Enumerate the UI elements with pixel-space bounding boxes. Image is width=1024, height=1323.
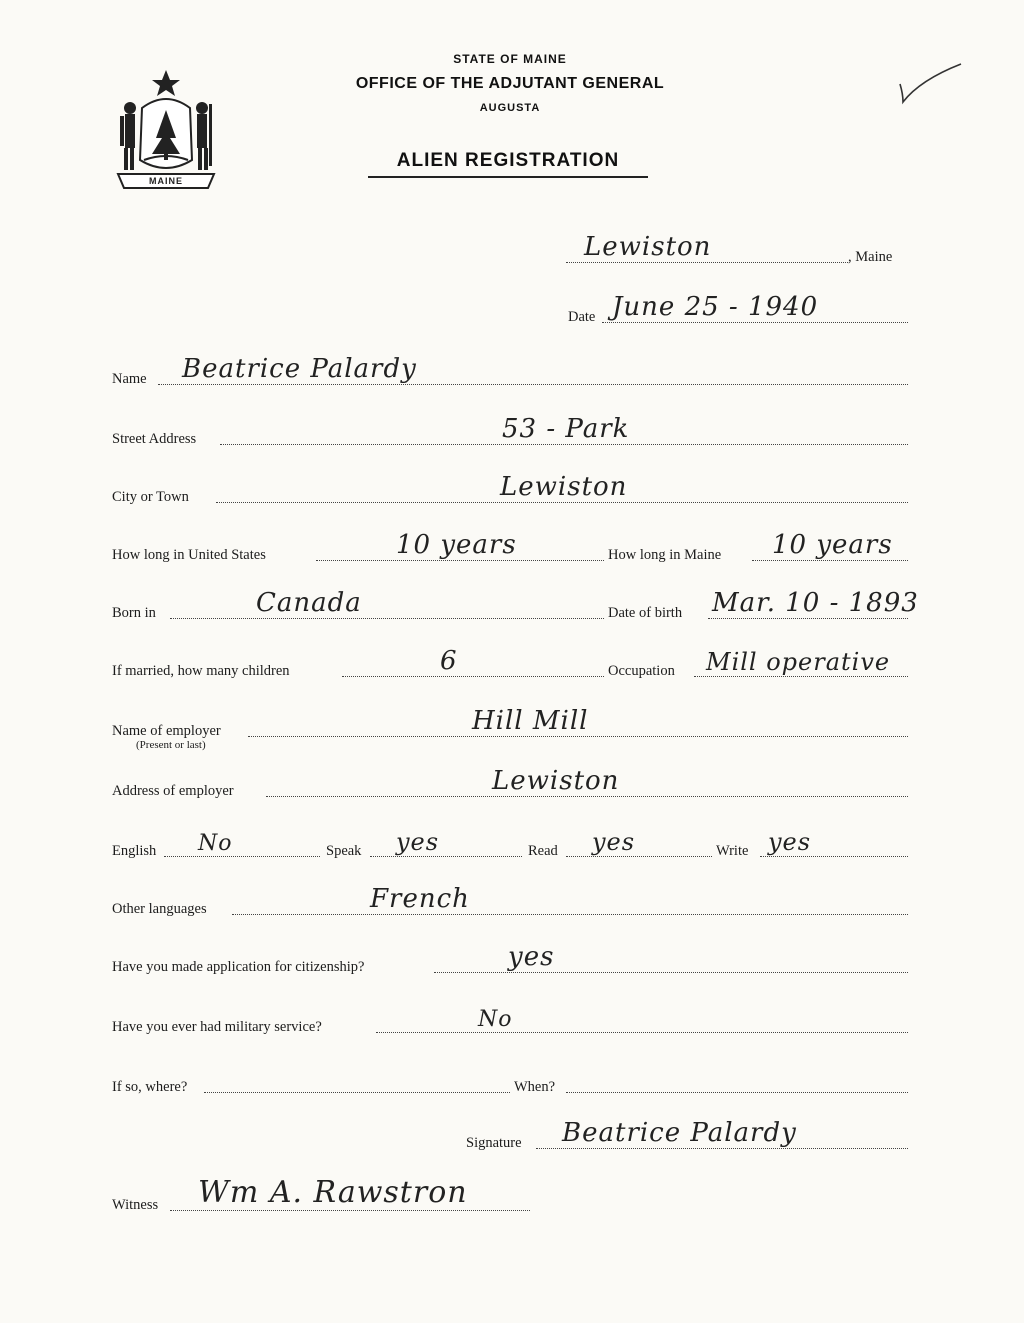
witness-value: Wm A. Rawstron <box>198 1175 468 1210</box>
english-value: No <box>198 831 233 856</box>
english-label: English <box>112 843 157 859</box>
how-long-maine-line[interactable] <box>752 560 908 561</box>
date-of-birth-label: Date of birth <box>608 605 683 621</box>
born-in-label: Born in <box>112 605 156 621</box>
state-seal-icon <box>112 68 220 192</box>
how-long-us-label: How long in United States <box>112 547 266 563</box>
other-languages-label: Other languages <box>112 901 207 917</box>
date-line[interactable] <box>602 322 908 323</box>
location-line[interactable] <box>566 262 848 263</box>
date-label: Date <box>568 309 596 325</box>
form-title: ALIEN REGISTRATION <box>396 150 620 171</box>
date-of-birth-value: Mar. 10 - 1893 <box>712 588 919 618</box>
street-address-line[interactable] <box>220 444 908 445</box>
other-languages-value: French <box>370 884 470 914</box>
speak-value: yes <box>396 828 440 856</box>
state-heading: STATE OF MAINE <box>453 52 567 66</box>
speak-line[interactable] <box>370 856 522 857</box>
employer-label: Name of employer <box>112 723 221 739</box>
read-value: yes <box>592 828 636 856</box>
where-label: If so, where? <box>112 1079 188 1095</box>
read-label: Read <box>528 843 558 859</box>
title-underline <box>368 176 648 178</box>
check-mark-icon <box>895 62 965 107</box>
write-label: Write <box>716 843 749 859</box>
where-line[interactable] <box>204 1092 510 1093</box>
city-value: Lewiston <box>500 472 628 502</box>
occupation-line[interactable] <box>694 676 908 677</box>
employer-address-label: Address of employer <box>112 783 234 799</box>
read-line[interactable] <box>566 856 712 857</box>
street-address-label: Street Address <box>112 431 197 447</box>
children-line[interactable] <box>342 676 604 677</box>
city-label: City or Town <box>112 489 189 505</box>
speak-label: Speak <box>326 843 362 859</box>
street-address-value: 53 - Park <box>502 414 630 444</box>
english-line[interactable] <box>164 856 320 857</box>
name-value: Beatrice Palardy <box>182 354 417 384</box>
occupation-label: Occupation <box>608 663 675 679</box>
military-label: Have you ever had military service? <box>112 1019 322 1035</box>
occupation-value: Mill operative <box>706 648 891 676</box>
location-suffix: , Maine <box>848 249 893 265</box>
employer-address-line[interactable] <box>266 796 908 797</box>
how-long-maine-value: 10 years <box>772 530 893 560</box>
write-value: yes <box>768 828 812 856</box>
witness-label: Witness <box>112 1197 159 1213</box>
signature-value: Beatrice Palardy <box>562 1118 797 1148</box>
employer-sublabel: (Present or last) <box>136 739 206 751</box>
other-languages-line[interactable] <box>232 914 908 915</box>
born-in-value: Canada <box>256 588 362 618</box>
city-line[interactable] <box>216 502 908 503</box>
when-label: When? <box>514 1079 556 1095</box>
citizenship-line[interactable] <box>434 972 908 973</box>
how-long-us-value: 10 years <box>396 530 517 560</box>
how-long-maine-label: How long in Maine <box>608 547 722 563</box>
children-value: 6 <box>440 646 458 676</box>
date-value: June 25 - 1940 <box>612 292 819 322</box>
military-line[interactable] <box>376 1032 908 1033</box>
how-long-us-line[interactable] <box>316 560 604 561</box>
write-line[interactable] <box>760 856 908 857</box>
born-in-line[interactable] <box>170 618 604 619</box>
children-label: If married, how many children <box>112 663 290 679</box>
employer-address-value: Lewiston <box>492 766 620 796</box>
signature-label: Signature <box>466 1135 522 1151</box>
military-value: No <box>478 1007 513 1032</box>
signature-line[interactable] <box>536 1148 908 1149</box>
location-value: Lewiston <box>584 232 712 262</box>
seal-banner-text: MAINE <box>149 176 183 186</box>
name-label: Name <box>112 371 147 387</box>
city-heading: AUGUSTA <box>479 102 541 114</box>
date-of-birth-line[interactable] <box>708 618 908 619</box>
when-line[interactable] <box>566 1092 908 1093</box>
citizenship-label: Have you made application for citizenship? <box>112 959 365 975</box>
employer-value: Hill Mill <box>472 706 589 736</box>
witness-line[interactable] <box>170 1210 530 1211</box>
office-heading: OFFICE OF THE ADJUTANT GENERAL <box>355 75 665 92</box>
employer-line[interactable] <box>248 736 908 737</box>
citizenship-value: yes <box>508 942 555 972</box>
name-line[interactable] <box>158 384 908 385</box>
